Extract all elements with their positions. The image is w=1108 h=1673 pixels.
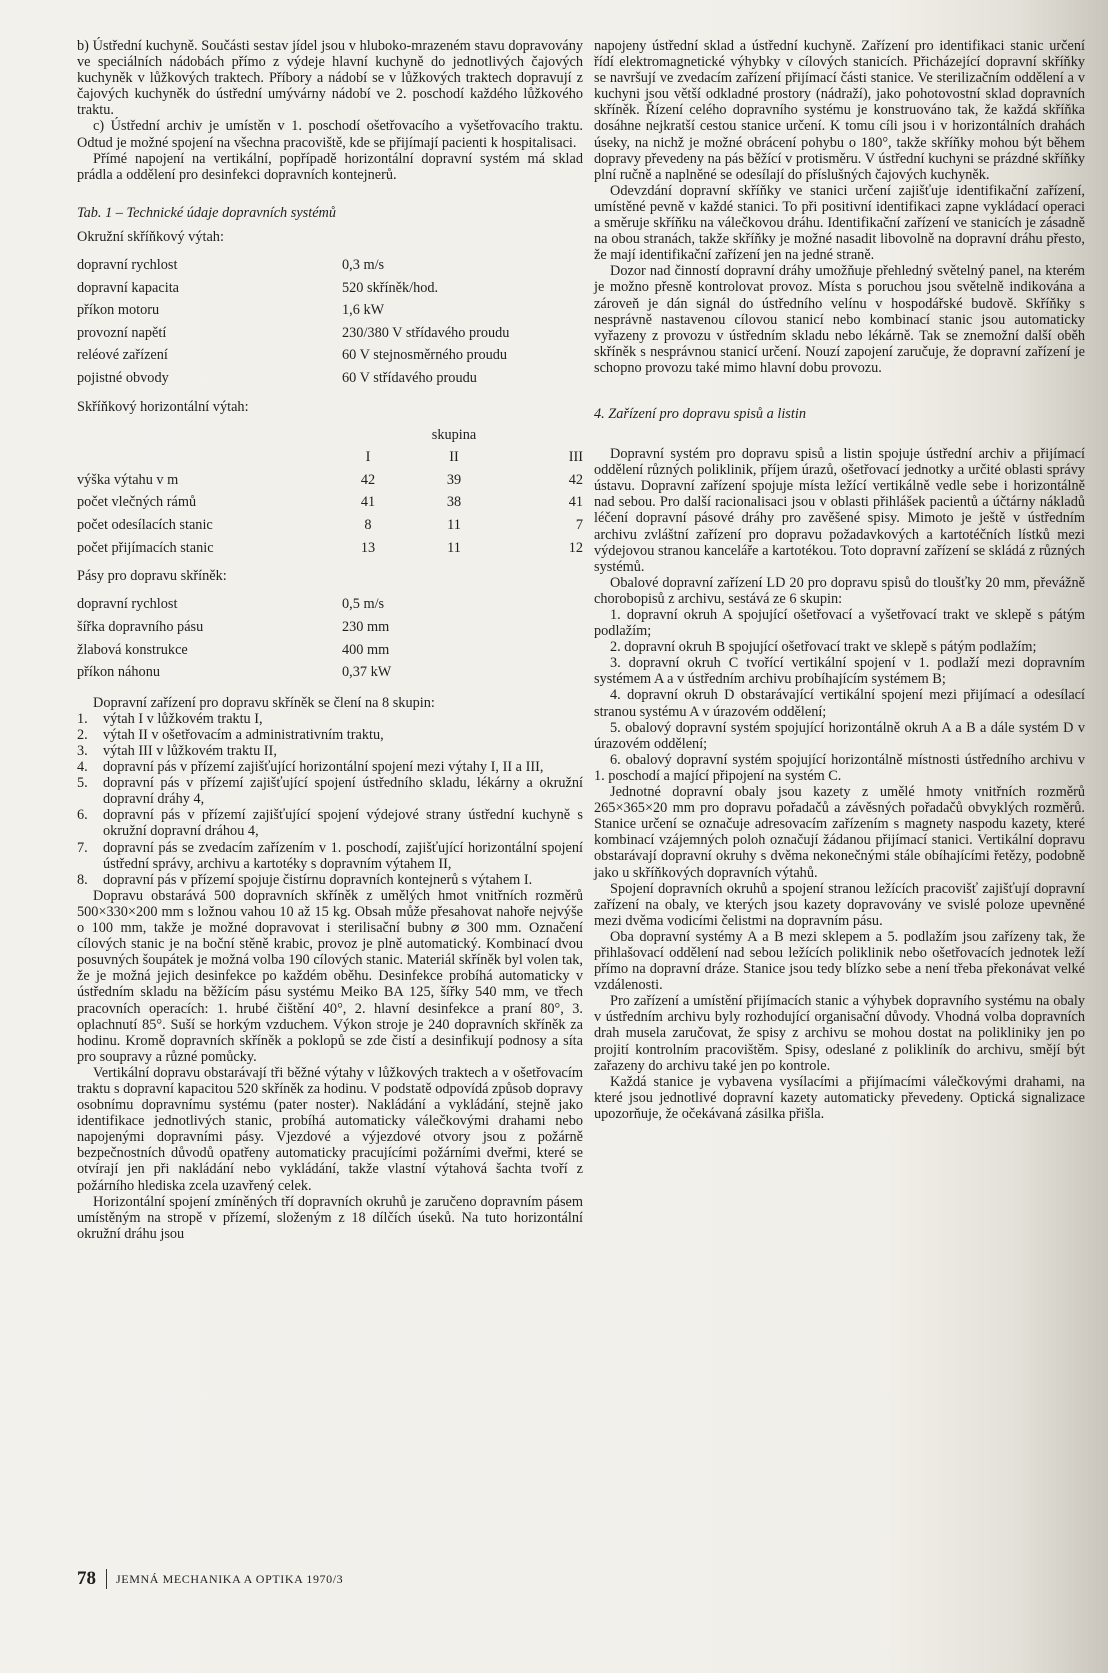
table-value: 400 mm — [342, 641, 390, 658]
paragraph: Jednotné dopravní obaly jsou kazety z umělé hmoty vnitřních rozměrů 265×365×20 mm pro dopravu pořadačů a závěsných pořadačů obvyklých rozměrů. Stanice určení se označuje adresovacím zařízením s magnety naspodu kazety, které kombinací vzájemných poloh označují žádanou přijímací stanici. Vertikální dopravu obstarávají dopravní okruhy s dvěma nekonečnými stále obíhajícími řetězy, podobně jako u skříňkových dopravních výtahů. — [594, 784, 1085, 881]
list-item: 4. dopravní okruh D obstarávající vertikální spojení mezi přijímací a odesílací stranou systému A v úrazovém oddělení; — [594, 687, 1085, 720]
skupina-label: skupina — [431, 426, 477, 443]
table-row — [77, 257, 583, 280]
paragraph: napojeny ústřední sklad a ústřední kuchyně. Zařízení pro identifikaci stanic určení řídí elektromagnetické výhybky v cílových stanicích. Přicházející dopravní skříňky se navršují ve zvedacím zařízení přijímací části stanice. Ve sterilizačním oddělení a v kuchyni jsou větší odkladné prostory (nádraží), jako pohotovostní sklad dopravních skříněk. Řízení celého dopravního systému je konstruováno tak, že každá skříňka dosáhne nejkratší cestou stanice určení. K tomu cíli jsou i v horizontálních drahách úseky, na nichž je možné obrácení pohybu o 180°, takže skříňky mohou být během dopravy převedeny na pás běžící v protisměru. V ústřední kuchyni se prázdné skříňky plní ručně a naplněné se odesílají do příslušných čajových kuchyněk. — [594, 38, 1085, 183]
table-value: 60 V střídavého proudu — [342, 370, 477, 386]
group-list — [594, 607, 1085, 784]
list-item: 6. obalový dopravní systém spojující horizontálně místnosti ústředního archivu v 1. poschodí a mající připojení na systém C. — [594, 751, 1085, 784]
table-key: počet vlečných rámů — [77, 494, 197, 511]
table-cell: 8 — [364, 517, 372, 534]
right-column — [594, 38, 1085, 1122]
column-header: II — [449, 449, 459, 466]
list-item — [77, 743, 583, 759]
table-key: dopravní kapacita — [77, 279, 180, 296]
table-section-label: Skříňkový horizontální výtah: — [77, 398, 249, 415]
table-cell: 42 — [360, 471, 376, 488]
list-text: výtah I v lůžkovém traktu I, — [103, 710, 263, 727]
table-row — [77, 619, 583, 642]
list-text: dopravní pás v přízemí spojuje čistírnu dopravních kontejnerů s výtahem I. — [103, 871, 533, 888]
left-column — [77, 38, 583, 1242]
list-text: dopravní pás v přízemí zajišťující spojení ústředního skladu, lékárny a okružní dopravní dráhy 4, — [103, 775, 583, 808]
horizontal-lift-table — [77, 427, 583, 563]
paragraph: Odevzdání dopravní skříňky ve stanici určení zajišťuje identifikační zařízení, umístěné pevně v každé stanici. To při positivní identifikaci zapne vykládací operaci a směruje skříňku na válečkovou dráhu. Identifikační zařízení ve stanicích je zásadně na obou stranách, takže skříňky je možné nasadit libovolně na dopravní dráhu přesto, že mají identifikační zařízení jen na jedné straně. — [594, 182, 1085, 264]
table-cell: 11 — [447, 539, 461, 556]
page-number: 78 — [77, 1568, 96, 1589]
list-text: dopravní pás v přízemí zajišťující spojení výdejové strany ústřední kuchyně s okružní dopravní dráhou 4, — [103, 807, 583, 840]
table-row — [77, 472, 583, 495]
table-cell: 12 — [568, 539, 583, 556]
paragraph: Pro zařízení a umístění přijímacích stanic a výhybek dopravního systému na obaly v ústředním archivu byly rozhodující organisační důvody. Vhodná volba dopravních drah musela zaručovat, že spisy z archivu se mohou dostat na polikliniky jen po projití kontrolním pracovištěm. Spisy, odeslané z polikliník do archivu, smějí být zařazeny do archivu také jen po kontrole. — [594, 993, 1085, 1074]
table-caption: Tab. 1 – Technické údaje dopravních systémů — [77, 204, 337, 221]
table-header-row — [77, 449, 583, 472]
table-row — [77, 540, 583, 563]
table-section-label: Pásy pro dopravu skříněk: — [77, 568, 227, 585]
list-item: 3. dopravní okruh C tvořící vertikální spojení v 1. podlaží mezi dopravním systémem A a v ústředním archivu probíhajícím systémem B; — [594, 655, 1085, 688]
column-header: III — [568, 449, 583, 466]
paragraph: Obalové dopravní zařízení LD 20 pro dopravu spisů do tloušťky 20 mm, převážně chorobopisů z archivu, sestává ze 6 skupin: — [594, 574, 1085, 607]
table-header-row — [77, 427, 583, 450]
table-value: 1,6 kW — [342, 302, 385, 319]
table-cell: 7 — [575, 517, 583, 534]
belt-table — [77, 596, 583, 686]
section-heading: 4. Zařízení pro dopravu spisů a listin — [594, 405, 806, 422]
table-key: počet přijímacích stanic — [77, 539, 214, 556]
list-number: 4. — [77, 759, 88, 776]
table-value: 0,3 m/s — [342, 257, 385, 274]
table-key: šířka dopravního pásu — [77, 618, 204, 635]
table-cell: 42 — [568, 471, 583, 488]
list-number: 5. — [77, 775, 88, 792]
table-row — [77, 596, 583, 619]
list-item — [77, 727, 583, 743]
list-item — [77, 807, 583, 839]
list-number: 8. — [77, 871, 88, 888]
page-footer — [77, 1568, 343, 1590]
table-cell: 13 — [360, 539, 376, 556]
table-value: 60 V stejnosměrného proudu — [342, 347, 508, 364]
paragraph: Horizontální spojení zmíněných tří dopravních okruhů je zaručeno dopravním pásem umístěným na stropě v přízemí, složeným z 18 dílčích úseků. Na tuto horizontální okružní dráhu jsou — [77, 1193, 583, 1242]
list-number: 1. — [77, 710, 88, 727]
list-text: výtah III v lůžkovém traktu II, — [103, 743, 277, 759]
list-number: 6. — [77, 807, 88, 824]
list-number: 7. — [77, 839, 88, 856]
table-row — [77, 325, 583, 348]
table-cell: 41 — [568, 494, 583, 511]
paragraph: Spojení dopravních okruhů a spojení stranou ležících pracovišť zajišťují dopravní zařízení na obaly, ve kterých jsou kazety dopravovány ve svislé poloze upevněné mezi dvěma vodicími čelistmi na dopravním pásu. — [594, 880, 1085, 929]
group-list — [77, 711, 583, 888]
paragraph: Dopravní zařízení pro dopravu skříněk se člení na 8 skupin: — [93, 694, 435, 711]
paragraph: Vertikální dopravu obstarávají tři běžné výtahy v lůžkových traktech a v ošetřovacím traktu s dopravní kapacitou 520 skříněk za hodinu. V podstatě odpovídá způsob dopravy osobnímu dopravnímu systému (pater noster). Nakládání a vykládání, stejně jako identifikace jednotlivých stanic, probíhá automaticky válečkovými drahami nebo napojenými dopravními pásy. Vjezdové a výjezdové otvory jsou z požárně bezpečnostních důvodů opatřeny automaticky pracujícími požárními dveřmi, které se otvírají jen při nakládání nebo vykládání, takže vlastní výtahová šachta tvoří z požárního hlediska zcela uzavřený celek. — [77, 1064, 583, 1194]
table-key: počet odesílacích stanic — [77, 517, 213, 534]
table-row — [77, 664, 583, 687]
table-key: reléové zařízení — [77, 347, 168, 364]
list-item — [77, 759, 583, 775]
paragraph: Každá stanice je vybavena vysílacími a přijímacími válečkovými drahami, na které jsou jednotlivé dopravní kazety automaticky převedeny. Optická signalizace upozorňuje, že očekávaná zásilka přišla. — [594, 1073, 1085, 1122]
table-key: žlabová konstrukce — [77, 641, 188, 658]
list-text: dopravní pás se zvedacím zařízením v 1. poschodí, zajišťující horizontální spojení ústřední správy, archivu a kartotéky s dopravním výtahem II, — [103, 839, 583, 872]
list-item — [77, 872, 583, 888]
table-cell: 38 — [446, 494, 462, 511]
table-key: výška výtahu v m — [77, 471, 179, 488]
table-key: pojistné obvody — [77, 370, 169, 386]
list-item: 1. dopravní okruh A spojující ošetřovací a vyšetřovací trakt ve sklepě s pátým podlažím; — [594, 607, 1085, 640]
paragraph: Dopravu obstarává 500 dopravních skříněk z umělých hmot vnitřních rozměrů 500×330×200 mm s ložnou vahou 10 až 15 kg. Obsah může přesahovat nahoře nejvýše o 100 mm, takže je možné dopravovat i sterilisační bubny ⌀ 300 mm. Označení cílových stanic je na boční stěně krabic, provoz je plně automatický. Kombinací dvou posuvných šoupátek je možná volba 190 cílových stanic. Materiál skříněk byl volen tak, že je možná jejich desinfekce po každém oběhu. Desinfekce probíhá automaticky v ústředním skladu na běžícím pásu systému Meiko BA 125, šířky 540 mm, ve třech pracovních operacích: 1. hrubé čištění 40°, 2. hlavní desinfekce a praní 80°, 3. oplachnutí 85°. Suší se horkým vzduchem. Výkon stroje je 240 dopravních skříněk za hodinu. Kromě dopravních skříněk a poklopů se zde čistí a desinfikují podnosy a síta pro soupravy a různé pomůcky. — [77, 887, 583, 1065]
paragraph: Dozor nad činností dopravní dráhy umožňuje přehledný světelný panel, na kterém je možno přesně kontrolovat provoz. Místa s poruchou jsou světelně indikována a zároveň je dán signál do ústředního velínu v hospodářské budově. Skříňky s nesprávně nastavenou cílovou stanicí nebo kombinací stanic jsou automaticky vyřazeny z provozu v ústředním skladu nebo lékárně. Tak se znemožní další oběh skříněk s nesprávnou stanicí určení. Nouzí zapojení zaručuje, že dopravní zařízení je schopno provozu také mimo hlavní dobu provozu. — [594, 263, 1085, 376]
footer-divider — [106, 1569, 107, 1589]
list-text: dopravní pás v přízemí zajišťující horizontální spojení mezi výtahy I, II a III, — [103, 759, 544, 776]
table-key: dopravní rychlost — [77, 257, 178, 274]
list-item — [77, 711, 583, 727]
table-value: 0,5 m/s — [342, 596, 385, 613]
table-row — [77, 280, 583, 303]
paragraph: c) Ústřední archiv je umístěn v 1. poschodí ošetřovacího a vyšetřovacího traktu. Odtud je možné spojení na všechna pracoviště, kde se přijímají pacienti k hospitalisaci. — [77, 118, 583, 151]
table-value: 520 skříněk/hod. — [342, 279, 439, 296]
list-item: 2. dopravní okruh B spojující ošetřovací trakt ve sklepě s pátým podlažím; — [610, 639, 1037, 656]
table-row — [77, 517, 583, 540]
table-row — [77, 302, 583, 325]
paragraph: Oba dopravní systémy A a B mezi sklepem a 5. podlažím jsou zařízeny tak, že přihlašovací oddělení nad sebou ležících poliklinik nebo ošetřovacích jednotek leží přímo na dopravní dráze. Stanice jsou tedy blízko sebe a není třeba překonávat velké vzdálenosti. — [594, 928, 1085, 994]
list-item — [77, 840, 583, 872]
table-row — [77, 370, 583, 393]
list-item: 5. obalový dopravní systém spojující horizontálně okruh A a B a dále systém D v úrazovém oddělení; — [594, 719, 1085, 752]
table-section-label: Okružní skříňkový výtah: — [77, 228, 224, 245]
column-header: I — [365, 449, 371, 466]
table-cell: 39 — [446, 471, 462, 488]
table-value: 230/380 V střídavého proudu — [342, 324, 510, 341]
table-key: příkon motoru — [77, 302, 160, 319]
table-row — [77, 642, 583, 665]
table-cell: 41 — [360, 494, 376, 511]
list-number: 3. — [77, 743, 88, 759]
okruzni-table — [77, 257, 583, 393]
table-key: dopravní rychlost — [77, 596, 178, 613]
table-value: 230 mm — [342, 618, 390, 635]
table-row — [77, 347, 583, 370]
paragraph: b) Ústřední kuchyně. Součásti sestav jídel jsou v hluboko-mrazeném stavu dopravovány ve speciálních nádobách přímo z výdeje hlavní kuchyně do jednotlivých čajových kuchyněk v lůžkových traktech. Příbory a nádobí se v lůžkových traktech dopravují z čajových kuchyněk do ústřední umývárny nádobí ve 2. poschodí každého lůžkového traktu. — [77, 38, 583, 119]
list-number: 2. — [77, 726, 88, 743]
table-key: příkon náhonu — [77, 664, 160, 681]
table-cell: 11 — [447, 517, 461, 534]
table-value: 0,37 kW — [342, 664, 392, 681]
paragraph: Přímé napojení na vertikální, popřípadě horizontální dopravní systém má sklad prádla a oddělení pro desinfekci dopravních kontejnerů. — [77, 150, 583, 183]
journal-name: JEMNÁ MECHANIKA A OPTIKA 1970/3 — [116, 1571, 344, 1586]
table-key: provozní napětí — [77, 324, 167, 341]
table-row — [77, 494, 583, 517]
list-item — [77, 775, 583, 807]
paragraph: Dopravní systém pro dopravu spisů a listin spojuje ústřední archiv a přijímací oddělení různých poliklinik, příjem úrazů, ošetřovací jednotky a určité oblasti správy ústavu. Dopravní zařízení spojuje místa ležící vertikálně vedle sebe i horizontálně nad sebou. Pro další racionalisaci jsou v oblasti přihlášek pacientů a účtárny nákladů léčení dopravní pásové dráhy pro zavěšené spisy. Mimoto je ještě v ústředním archivu zvláštní zařízení pro dopravu požadavkových a kartotéčních lístků mezi výdejovou stranou kanceláře a kartotékou. Toto dopravní zařízení se skládá z různých systémů. — [594, 446, 1085, 575]
list-text: výtah II v ošetřovacím a administrativním traktu, — [103, 726, 384, 743]
